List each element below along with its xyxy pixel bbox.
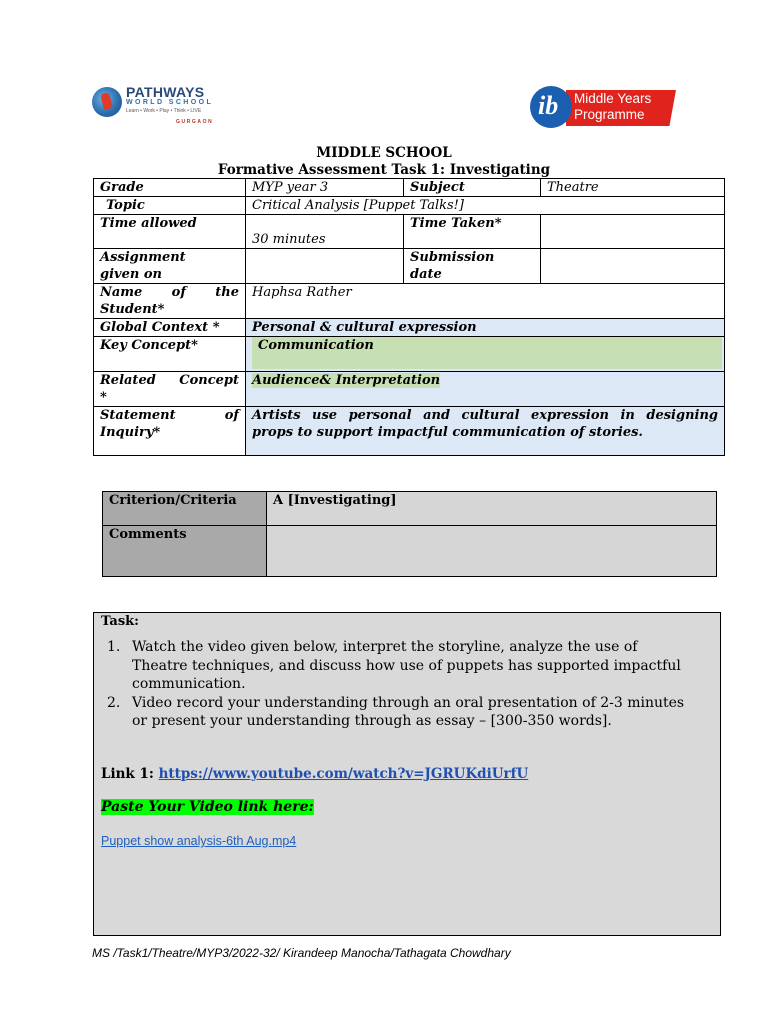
link-row — [101, 766, 528, 782]
task-item-number: 1. — [107, 639, 121, 655]
pathways-subtitle: WORLD SCHOOL — [126, 99, 214, 106]
subject-value: Theatre — [541, 179, 725, 197]
comments-label: Comments — [103, 526, 267, 577]
task-box — [93, 612, 721, 936]
soi-label-line1: Statement of — [100, 408, 239, 423]
pathways-tagline: Learn • Work • Play • Think • LIVE — [126, 108, 202, 114]
task-item-number: 2. — [107, 694, 121, 711]
grade-value: MYP year 3 — [246, 179, 404, 197]
footer-reference: MS /Task1/Theatre/MYP3/2022-32/ Kirandeep Manocha/Tathagata Chowdhary — [92, 946, 511, 960]
task-item — [107, 638, 687, 694]
topic-value: Critical Analysis [Puppet Talks!] — [246, 197, 725, 215]
comments-field[interactable] — [267, 526, 717, 577]
submission-date-label — [404, 249, 541, 284]
criterion-value: A [Investigating] — [267, 492, 717, 526]
related-concept-value: Audience& Interpretation — [252, 373, 441, 388]
time-allowed-value: 30 minutes — [246, 215, 404, 249]
assignment-given-label — [94, 249, 246, 284]
pathways-name: PATHWAYS — [126, 84, 205, 100]
task-item — [107, 694, 687, 731]
name-label-line2: Student* — [100, 302, 165, 317]
time-taken-field[interactable] — [541, 215, 725, 249]
pathways-city: GURGAON — [176, 119, 214, 125]
ib-letters: ib — [538, 91, 559, 120]
pathways-globe-icon — [92, 87, 122, 117]
ib-myp-logo — [530, 86, 678, 132]
statement-inquiry-label — [94, 407, 246, 456]
student-name-value[interactable]: Haphsa Rather — [246, 284, 725, 319]
link-label: Link 1: — [101, 766, 159, 782]
task-item-text: Watch the video given below, interpret the storyline, analyze the use of Theatre techniques, and discuss how use of puppets has supported impactful communication. — [132, 639, 681, 692]
global-context-label: Global Context * — [94, 319, 246, 337]
topic-label: Topic — [94, 197, 246, 215]
youtube-link[interactable]: https://www.youtube.com/watch?v=JGRUKdiUrfU — [158, 766, 529, 782]
time-taken-label: Time Taken* — [404, 215, 541, 249]
soi-value-line1: Artists use personal and cultural expression in designing — [252, 408, 718, 423]
student-name-label — [94, 284, 246, 319]
related-concept-label — [94, 372, 246, 407]
key-concept-value: Communication — [252, 337, 722, 369]
grade-label: Grade — [94, 179, 246, 197]
school-heading: MIDDLE SCHOOL — [316, 145, 452, 161]
criterion-label: Criterion/Criteria — [103, 492, 267, 526]
assignment-given-field[interactable] — [246, 249, 404, 284]
time-allowed-label: Time allowed — [94, 215, 246, 249]
criteria-table — [102, 491, 717, 577]
name-label-line1: Name of the — [100, 285, 239, 300]
submission-label-line1: Submission — [410, 250, 495, 265]
assignment-label-line2: given on — [100, 267, 162, 282]
related-label-line1: Related Concept — [100, 373, 239, 388]
paste-video-label: Paste Your Video link here: — [101, 799, 314, 815]
assessment-info-table — [93, 178, 725, 456]
pathways-logo — [92, 84, 242, 130]
ib-text-line-2: Programme — [574, 107, 645, 122]
task-item-text: Video record your understanding through an oral presentation of 2-3 minutes or present your understanding through as essay – [300-350 words]. — [132, 694, 685, 729]
ib-text-line-1: Middle Years — [574, 91, 652, 106]
task-list — [107, 638, 687, 731]
subject-label: Subject — [404, 179, 541, 197]
task-heading: Formative Assessment Task 1: Investigating — [217, 162, 551, 178]
video-file-link[interactable]: Puppet show analysis-6th Aug.mp4 — [101, 834, 297, 848]
statement-inquiry-value — [246, 407, 725, 456]
submission-date-field[interactable] — [541, 249, 725, 284]
global-context-value: Personal & cultural expression — [246, 319, 725, 337]
assignment-label-line1: Assignment — [100, 250, 186, 265]
soi-value-line2: props to support impactful communication of stories. — [252, 425, 643, 440]
key-concept-label: Key Concept* — [94, 337, 246, 372]
task-title: Task: — [101, 614, 139, 629]
related-concept-cell — [246, 372, 725, 407]
submission-label-line2: date — [410, 267, 442, 282]
key-concept-cell — [246, 337, 725, 372]
related-label-line2: * — [100, 390, 107, 405]
soi-label-line2: Inquiry* — [100, 425, 161, 440]
